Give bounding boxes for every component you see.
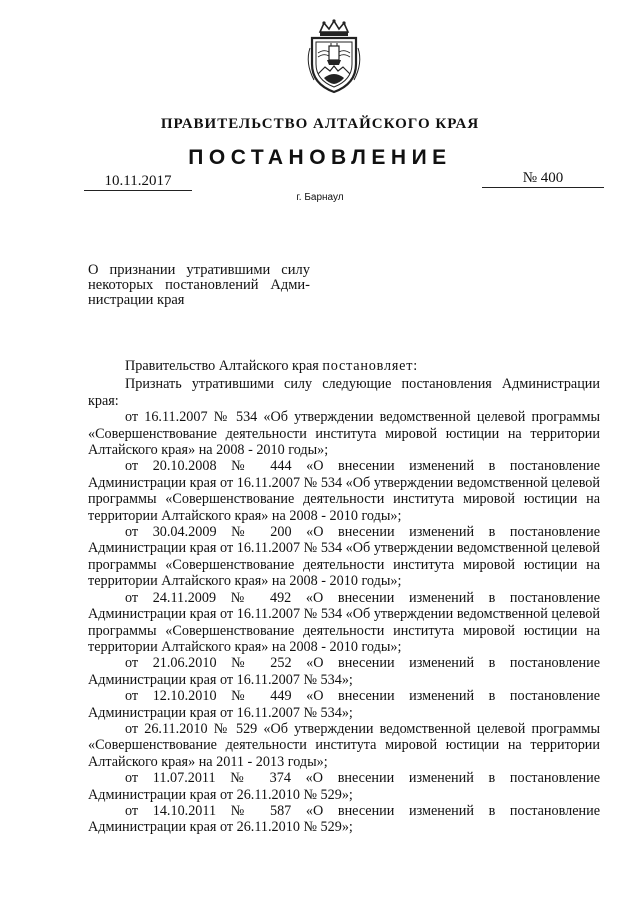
number-underline bbox=[482, 187, 604, 188]
document-body bbox=[88, 358, 600, 836]
resolution-item: от 30.04.2009 № 200 «О внесении изменений в постановление Администрации края от 16.11.2007 № 534 «Об утверждении ведомственной целевой программы «Совершенствование деятельности института мировой юстиции на территории Алтайского края» на 2008 - 2010 годы»; bbox=[88, 524, 600, 590]
subject-line: некоторых постановлений Адми- bbox=[88, 277, 310, 293]
document-type-title: ПОСТАНОВЛЕНИЕ bbox=[188, 146, 452, 169]
city-name: г. Барнаул bbox=[296, 192, 344, 203]
resolution-item: от 20.10.2008 № 444 «О внесении изменений в постановление Администрации края от 16.11.2007 № 534 «Об утверждении ведомственной целевой программы «Совершенствование деятельности института мировой юстиции на территории Алтайского края» на 2008 - 2010 годы»; bbox=[88, 458, 600, 524]
resolution-item: от 12.10.2010 № 449 «О внесении изменений в постановление Администрации края от 16.11.2007 № 534»; bbox=[88, 688, 600, 721]
resolution-item: от 11.07.2011 № 374 «О внесении изменений в постановление Администрации края от 26.11.2010 № 529»; bbox=[88, 770, 600, 803]
body-paragraph: Признать утратившими силу следующие постановления Администрации края: bbox=[88, 376, 600, 409]
resolution-item: от 26.11.2010 № 529 «Об утверждении ведомственной целевой программы «Совершенствование деятельности института мировой юстиции на территории Алтайского края» на 2011 - 2013 годы»; bbox=[88, 720, 600, 770]
resolution-item: от 14.10.2011 № 587 «О внесении изменений в постановление Администрации края от 26.11.2010 № 529»; bbox=[88, 802, 600, 836]
subject-line: О признании утратившими силу bbox=[88, 262, 310, 278]
intro-verb: постановляет: bbox=[322, 358, 418, 374]
resolution-item: от 21.06.2010 № 252 «О внесении изменений в постановление Администрации края от 16.11.2007 № 534»; bbox=[88, 655, 600, 688]
subject-line: нистрации края bbox=[88, 292, 185, 308]
intro-prefix: Правительство Алтайского края bbox=[125, 358, 323, 374]
intro-paragraph bbox=[88, 358, 600, 374]
document-date: 10.11.2017 bbox=[104, 173, 172, 189]
date-underline bbox=[84, 190, 192, 191]
document-number: № 400 bbox=[522, 170, 564, 186]
government-name: ПРАВИТЕЛЬСТВО АЛТАЙСКОГО КРАЯ bbox=[160, 116, 480, 132]
resolution-item: от 24.11.2009 № 492 «О внесении изменений в постановление Администрации края от 16.11.2007 № 534 «Об утверждении ведомственной целевой программы «Совершенствование деятельности института мировой юстиции на территории Алтайского края» на 2008 - 2010 годы»; bbox=[88, 589, 600, 655]
resolution-item: от 16.11.2007 № 534 «Об утверждении ведомственной целевой программы «Совершенствование деятельности института мировой юстиции на территории Алтайского края» на 2008 - 2010 годы»; bbox=[88, 409, 600, 459]
document-subject bbox=[88, 263, 310, 308]
coat-of-arms-icon bbox=[300, 18, 368, 96]
